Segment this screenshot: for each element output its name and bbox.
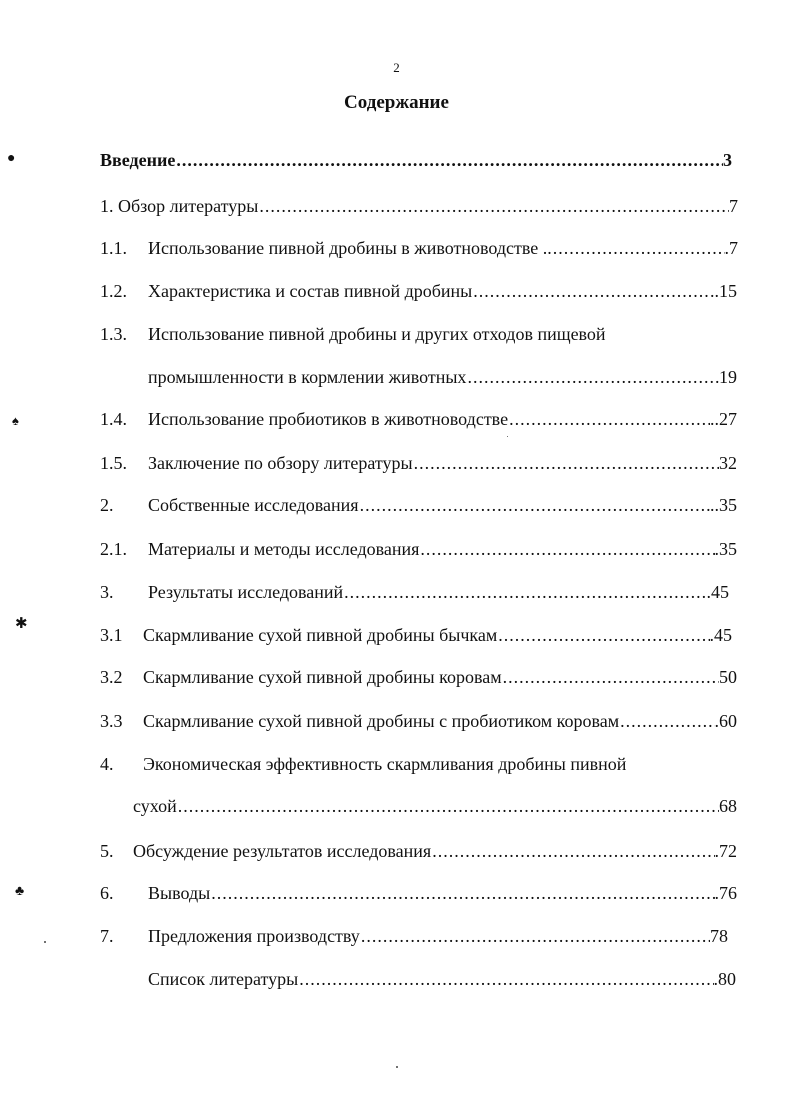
scan-speck <box>44 941 46 943</box>
dot-leader <box>177 792 719 820</box>
toc-entry-number: 3.1 <box>100 625 123 645</box>
toc-entry-text: Характеристика и состав пивной дробины <box>148 281 473 301</box>
toc-entry-text: Предложения производству <box>148 926 360 946</box>
toc-entry-text: Список литературы <box>148 969 299 989</box>
toc-entry-references <box>148 965 736 993</box>
toc-entry-page: 7 <box>729 196 738 216</box>
dot-leader <box>508 405 710 433</box>
toc-entry-6 <box>100 879 737 907</box>
toc-entry-page: 50 <box>719 667 737 687</box>
toc-entry-number: 1.2. <box>100 281 127 301</box>
toc-entry-number: 3.2 <box>100 667 123 687</box>
toc-entry-page: 32 <box>719 453 737 473</box>
toc-entry-page: .35 <box>714 539 737 559</box>
dot-leader <box>175 146 723 174</box>
toc-entry-number: 2. <box>100 495 114 515</box>
toc-entry-page: .76 <box>714 883 737 903</box>
toc-entry-1-5 <box>100 449 737 477</box>
toc-entry-text: 1. Обзор литературы <box>100 196 259 216</box>
scan-speck: ✱ <box>15 616 28 632</box>
toc-entry-page: 68 <box>719 796 737 816</box>
toc-entry-text: Экономическая эффективность скармливания дробины пивной <box>143 754 627 774</box>
toc-entry-3-1 <box>100 621 732 649</box>
toc-entry-text: Обсуждение результатов исследования <box>133 841 432 861</box>
toc-entry-page: ..15 <box>710 281 737 301</box>
toc-entry-number: 1.4. <box>100 409 127 429</box>
dot-leader <box>431 837 714 865</box>
dot-leader <box>419 535 714 563</box>
dot-leader <box>298 965 713 993</box>
toc-entry-page: 19 <box>719 367 737 387</box>
scan-speck <box>396 1066 398 1068</box>
scan-speck: ♣ <box>15 884 25 899</box>
toc-entry-page: .45 <box>709 625 732 645</box>
toc-entry-number: 6. <box>100 883 114 903</box>
toc-entry-text: Результаты исследований <box>148 582 344 602</box>
scan-speck: ● <box>7 151 16 166</box>
page-number: 2 <box>393 60 400 75</box>
toc-entry-number: 1.5. <box>100 453 127 473</box>
toc-entry-text: Введение <box>100 150 176 170</box>
page-title: Содержание <box>344 92 449 113</box>
toc-entry-5 <box>100 837 737 865</box>
dot-leader <box>360 922 710 950</box>
toc-entry-3-2 <box>100 663 737 691</box>
toc-entry-text: сухой <box>133 796 177 816</box>
dot-leader <box>502 663 719 691</box>
toc-entry-text: Скармливание сухой пивной дробины бычкам <box>143 625 498 645</box>
toc-entry-1-3-cont <box>148 363 737 391</box>
toc-entry-number: 7. <box>100 926 114 946</box>
toc-entry-page: 3 <box>723 150 732 170</box>
toc-entry-page: .60 <box>714 711 737 731</box>
toc-entry-number: 1.1. <box>100 238 127 258</box>
toc-entry-text: Материалы и методы исследования <box>148 539 420 559</box>
toc-entry-number: 4. <box>100 754 114 774</box>
dot-leader <box>497 621 709 649</box>
toc-entry-text: Использование пробиотиков в животноводстве <box>148 409 509 429</box>
toc-entry-1 <box>100 192 738 220</box>
dot-leader <box>413 449 719 477</box>
toc-entry-2 <box>100 491 737 519</box>
toc-entry-text: Выводы <box>148 883 211 903</box>
toc-entry-page: .45 <box>706 582 729 602</box>
toc-entry-page: ..27 <box>710 409 737 429</box>
toc-entry-number: 3.3 <box>100 711 123 731</box>
toc-entry-4 <box>100 750 700 778</box>
toc-entry-page: ..35 <box>710 495 737 515</box>
toc-entry-1-2 <box>100 277 737 305</box>
toc-entry-text: Собственные исследования <box>148 495 359 515</box>
toc-entry-number: 1.3. <box>100 324 127 344</box>
toc-entry-number: 5. <box>100 841 114 861</box>
toc-entry-7 <box>100 922 728 950</box>
toc-entry-text: Использование пивной дробины в животноводстве .. <box>148 238 552 258</box>
dot-leader <box>359 491 710 519</box>
dot-leader <box>472 277 710 305</box>
dot-leader <box>258 192 729 220</box>
toc-entry-text: промышленности в кормлении животных <box>148 367 467 387</box>
toc-entry-intro <box>100 146 732 174</box>
toc-entry-number: 2.1. <box>100 539 127 559</box>
toc-entry-text: Заключение по обзору литературы <box>148 453 413 473</box>
toc-entry-3-3 <box>100 707 737 735</box>
toc-entry-text: Скармливание сухой пивной дробины коровам <box>143 667 502 687</box>
toc-entry-1-1 <box>100 234 738 262</box>
dot-leader <box>466 363 719 391</box>
toc-entry-page: .72 <box>714 841 737 861</box>
toc-entry-page: 78 <box>710 926 728 946</box>
toc-entry-1-3 <box>100 320 740 348</box>
dot-leader <box>619 707 714 735</box>
toc-entry-4-cont <box>133 792 737 820</box>
dot-leader <box>552 234 725 262</box>
toc-entry-1-4 <box>100 405 737 433</box>
toc-entry-text: Скармливание сухой пивной дробины с пробиотиком коровам <box>143 711 620 731</box>
toc-entry-page: .7 <box>724 238 738 258</box>
toc-entry-text: Использование пивной дробины и других отходов пищевой <box>148 324 606 344</box>
toc-entry-3 <box>100 578 729 606</box>
dot-leader <box>210 879 714 907</box>
toc-entry-number: 3. <box>100 582 114 602</box>
scan-speck: ♠ <box>12 413 19 428</box>
dot-leader <box>343 578 706 606</box>
toc-entry-2-1 <box>100 535 737 563</box>
scan-speck <box>507 436 508 437</box>
toc-entry-page: .80 <box>713 969 736 989</box>
